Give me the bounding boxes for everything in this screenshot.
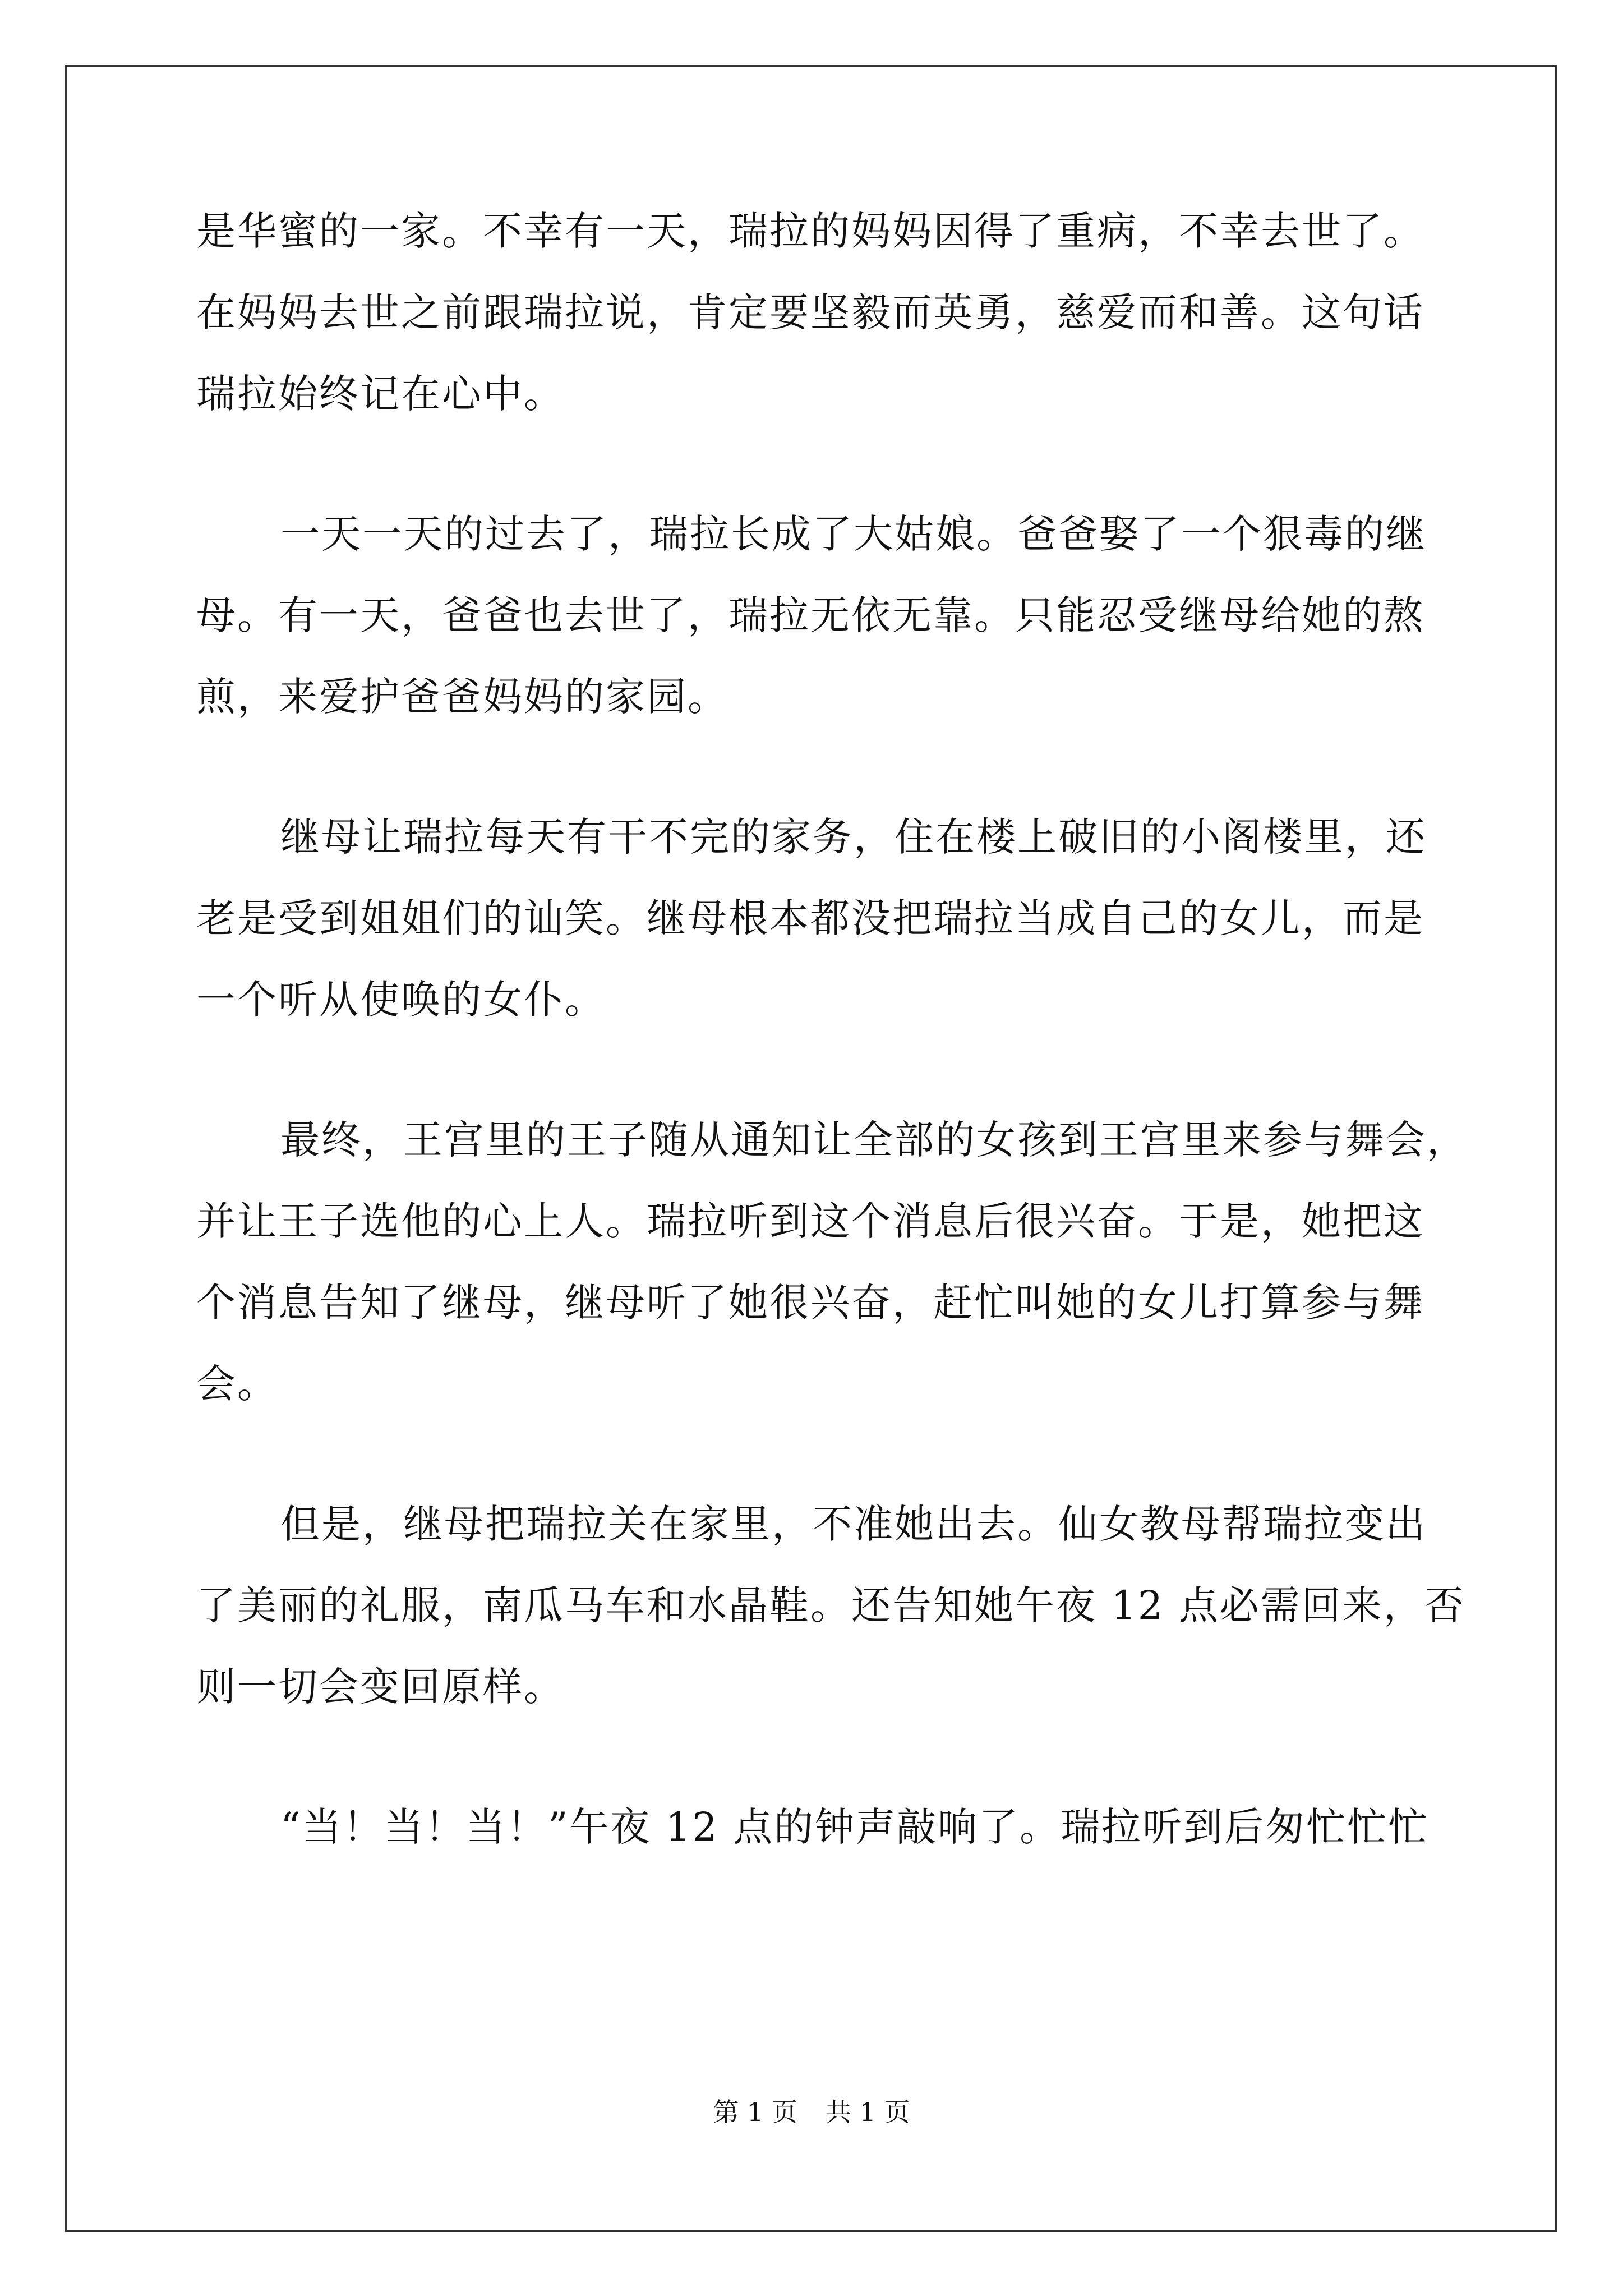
text-line: 母。有一天，爸爸也去世了，瑞拉无依无靠。只能忍受继母给她的熬 xyxy=(196,592,1424,638)
paragraph-4 xyxy=(196,1099,1468,1425)
paragraph-6 xyxy=(196,1787,1441,1868)
text-line: 继母让瑞拉每天有干不完的家务，住在楼上破旧的小阁楼里，还 xyxy=(280,814,1427,860)
text-line: 了美丽的礼服，南瓜马车和水晶鞋。还告知她午夜 12 点必需回来，否 xyxy=(196,1582,1465,1628)
text-line: 但是，继母把瑞拉关在家里，不准她出去。仙女教母帮瑞拉变出 xyxy=(280,1501,1427,1547)
paragraph-5 xyxy=(196,1484,1465,1728)
document-body xyxy=(196,191,1468,1868)
text-line: 一天一天的过去了，瑞拉长成了大姑娘。爸爸娶了一个狠毒的继 xyxy=(280,511,1427,557)
paragraph-1 xyxy=(196,191,1441,435)
text-line: 在妈妈去世之前跟瑞拉说，肯定要坚毅而英勇，慈爱而和善。这句话 xyxy=(196,289,1424,335)
text-line: 煎，来爱护爸爸妈妈的家园。 xyxy=(196,674,728,720)
text-line: 是华蜜的一家。不幸有一天，瑞拉的妈妈因得了重病，不幸去世了。 xyxy=(196,208,1424,254)
text-line: 个消息告知了继母，继母听了她很兴奋，赶忙叫她的女儿打算参与舞 xyxy=(196,1280,1424,1326)
page-total: 共 1 页 xyxy=(826,2097,910,2127)
text-line: 瑞拉始终记在心中。 xyxy=(196,371,565,417)
text-line: 一个听从使唤的女仆。 xyxy=(196,977,606,1023)
paragraph-2 xyxy=(196,494,1441,738)
text-line: 老是受到姐姐们的讪笑。继母根本都没把瑞拉当成自己的女儿，而是 xyxy=(196,895,1424,941)
text-line: 并让王子选他的心上人。瑞拉听到这个消息后很兴奋。于是，她把这 xyxy=(196,1198,1424,1244)
text-line: 会。 xyxy=(196,1361,278,1407)
page-number: 第 1 页 xyxy=(713,2097,797,2127)
text-line: “当！当！当！”午夜 12 点的钟声敲响了。瑞拉听到后匆忙忙忙 xyxy=(280,1804,1430,1850)
paragraph-3 xyxy=(196,797,1441,1041)
text-line: 则一切会变回原样。 xyxy=(196,1664,565,1710)
text-line: 最终，王宫里的王子随从通知让全部的女孩到王宫里来参与舞会， xyxy=(280,1117,1468,1163)
page-footer xyxy=(0,2095,1623,2129)
